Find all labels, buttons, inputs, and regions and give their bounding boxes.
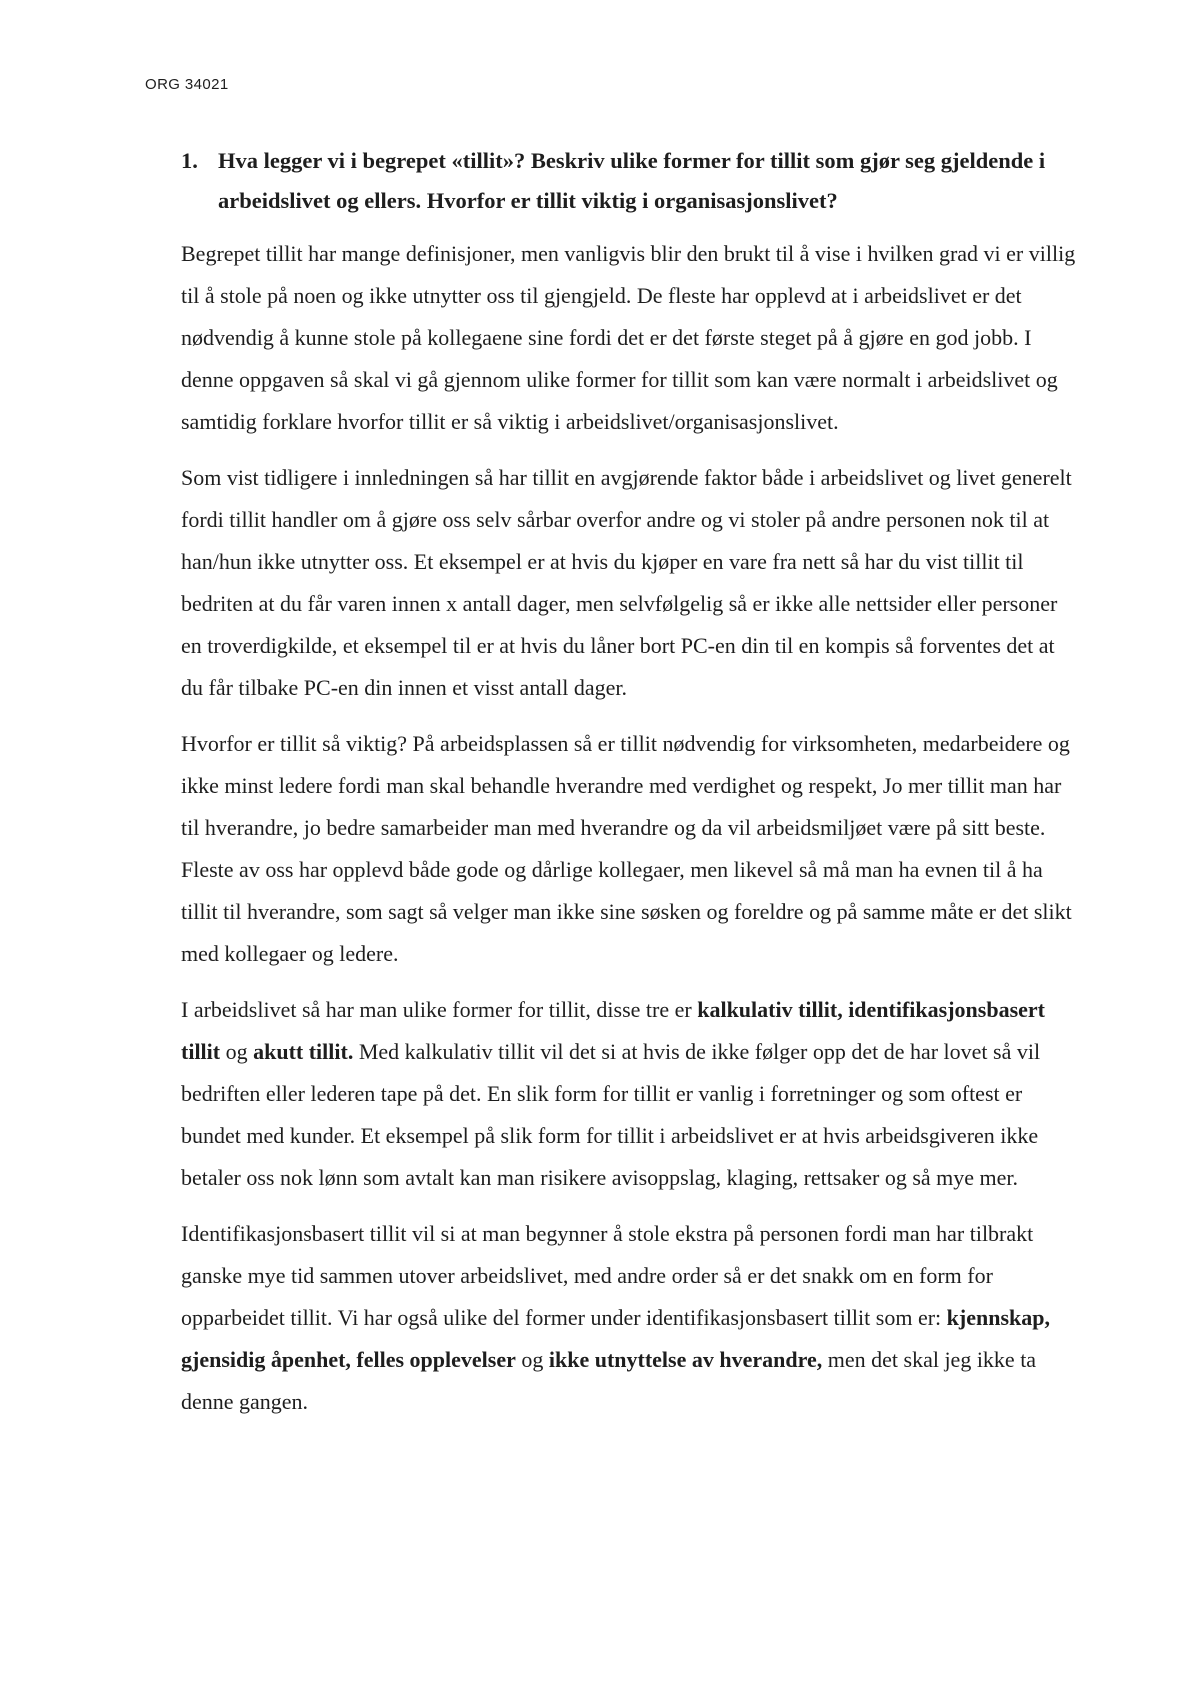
paragraph-1: Begrepet tillit har mange definisjoner, men vanligvis blir den brukt til å vise i hvilken grad vi er villig til å stole på noen og ikke utnytter oss til gjengjeld. De fleste har opplevd at i arbeidslivet er det nødvendig å kunne stole på kollegaene sine fordi det er det første steget på å gjøre en god jobb. I denne oppgaven så skal vi gå gjennom ulike former for tillit som kan være normalt i arbeidslivet og samtidig forklare hvorfor tillit er så viktig i arbeidslivet/organisasjonslivet. — [181, 241, 1076, 434]
p5-bold-1: kjennskap, gjensidig åpenhet, felles opplevelser — [181, 1305, 1050, 1372]
page-header: ORG 34021 — [145, 76, 229, 93]
question-text: Hva legger vi i begrepet «tillit»? Beskriv ulike former for tillit som gjør seg gjeldende i arbeidslivet og ellers. Hvorfor er tillit viktig i organisasjonslivet? — [218, 148, 1046, 213]
p5-bold-2: ikke utnyttelse av hverandre, — [548, 1347, 823, 1372]
paragraph-4 — [181, 989, 1076, 1199]
document-body — [181, 141, 1076, 1437]
paragraph-2: Som vist tidligere i innledningen så har tillit en avgjørende faktor både i arbeidslivet og livet generelt fordi tillit handler om å gjøre oss selv sårbar overfor andre og vi stoler på andre personen nok til at han/hun ikke utnytter oss. Et eksempel er at hvis du kjøper en vare fra nett så har du vist tillit til bedriten at du får varen innen x antall dager, men selvfølgelig så er ikke alle nettsider eller personer en troverdigkilde, et eksempel til er at hvis du låner bort PC-en din til en kompis så forventes det at du får tilbake PC-en din innen et visst antall dager. — [181, 465, 1072, 700]
question-number: 1. — [181, 148, 198, 173]
p4-bold-2: akutt tillit. — [253, 1039, 354, 1064]
paragraph-5 — [181, 1213, 1076, 1423]
p5-text-2: og — [515, 1347, 549, 1372]
p4-text-1: I arbeidslivet så har man ulike former for tillit, disse tre er — [181, 997, 698, 1022]
p4-text-2: og — [220, 1039, 254, 1064]
p4-bold-1: kalkulativ tillit, identifikasjonsbasert tillit — [181, 997, 1045, 1064]
p5-text-1: Identifikasjonsbasert tillit vil si at man begynner å stole ekstra på personen fordi man har tilbrakt ganske mye tid sammen utover arbeidslivet, med andre order så er det snakk om en form for opparbeidet tillit. Vi har også ulike del former under identifikasjonsbasert tillit som er: — [181, 1221, 1034, 1330]
question-heading — [181, 141, 1076, 221]
p5-text-3: men det skal jeg ikke ta denne gangen. — [181, 1347, 1037, 1414]
paragraph-3: Hvorfor er tillit så viktig? På arbeidsplassen så er tillit nødvendig for virksomheten, medarbeidere og ikke minst ledere fordi man skal behandle hverandre med verdighet og respekt, Jo mer tillit man har til hverandre, jo bedre samarbeider man med hverandre og da vil arbeidsmiljøet være på sitt beste. Fleste av oss har opplevd både gode og dårlige kollegaer, men likevel så må man ha evnen til å ha tillit til hverandre, som sagt så velger man ikke sine søsken og foreldre og på samme måte er det slikt med kollegaer og ledere. — [181, 731, 1072, 966]
p4-text-3: Med kalkulativ tillit vil det si at hvis de ikke følger opp det de har lovet så vil bedriften eller lederen tape på det. En slik form for tillit er vanlig i forretninger og som oftest er bundet med kunder. Et eksempel på slik form for tillit i arbeidslivet er at hvis arbeidsgiveren ikke betaler oss nok lønn som avtalt kan man risikere avisoppslag, klaging, rettsaker og så mye mer. — [181, 1039, 1041, 1190]
